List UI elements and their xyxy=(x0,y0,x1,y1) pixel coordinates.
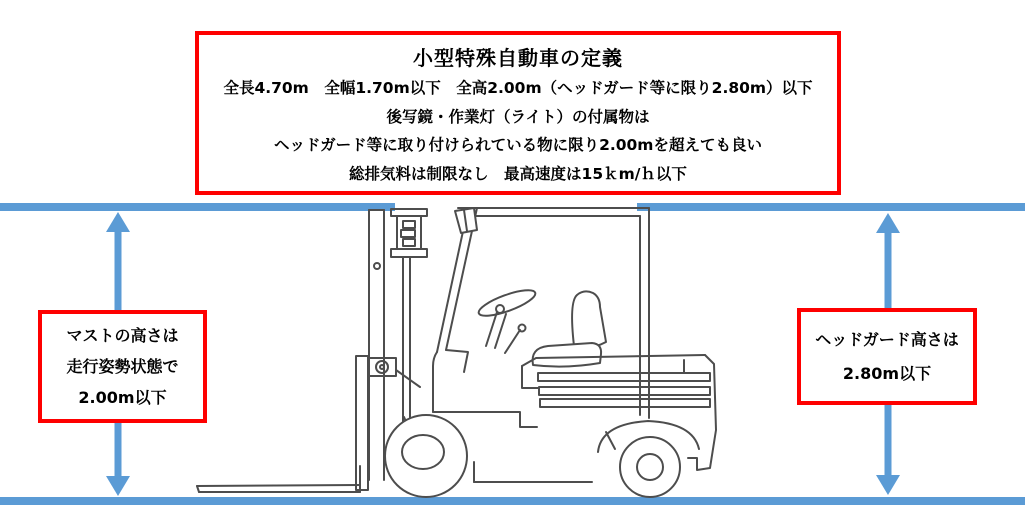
forklift-backrest xyxy=(356,356,368,490)
headguard-height-line-1: ヘッドガード高さは xyxy=(815,329,959,349)
forklift-steering-wheel xyxy=(476,285,538,353)
mast-height-line-2: 走行姿勢状態で xyxy=(66,357,179,376)
forklift-front-wheel xyxy=(385,415,467,497)
top-height-line-left xyxy=(0,203,395,211)
forklift-headlamp-icon xyxy=(455,208,477,233)
definition-line-3: ヘッドガード等に取り付けられている物に限り2.00mを超えても良い xyxy=(274,136,762,154)
arrow-down-head xyxy=(106,476,130,496)
mast-height-line-3: 2.00m以下 xyxy=(78,388,167,407)
mast-height-box xyxy=(38,310,207,423)
definition-box xyxy=(195,31,841,195)
headguard-height-box xyxy=(797,308,977,405)
forklift-forks xyxy=(197,466,360,492)
forklift-illustration xyxy=(197,208,716,497)
mast-height-line-1: マストの高さは xyxy=(66,326,179,345)
forklift-rear-wheel xyxy=(620,437,680,497)
forklift-seat xyxy=(533,291,606,366)
arrow-down-head xyxy=(876,475,900,495)
definition-title: 小型特殊自動車の定義 xyxy=(413,46,623,70)
top-height-line-right xyxy=(637,203,1025,211)
ground-line xyxy=(0,497,1025,505)
headguard-height-line-2: 2.80m以下 xyxy=(842,363,932,383)
definition-line-4: 総排気料は制限なし 最高速度は15ｋm/ｈ以下 xyxy=(349,164,687,183)
definition-line-1: 全長4.70m 全幅1.70m以下 全高2.00m（ヘッドガード等に限り2.80m）以下 xyxy=(223,79,813,97)
definition-line-2: 後写鏡・作業灯（ライト）の付属物は xyxy=(386,107,650,126)
